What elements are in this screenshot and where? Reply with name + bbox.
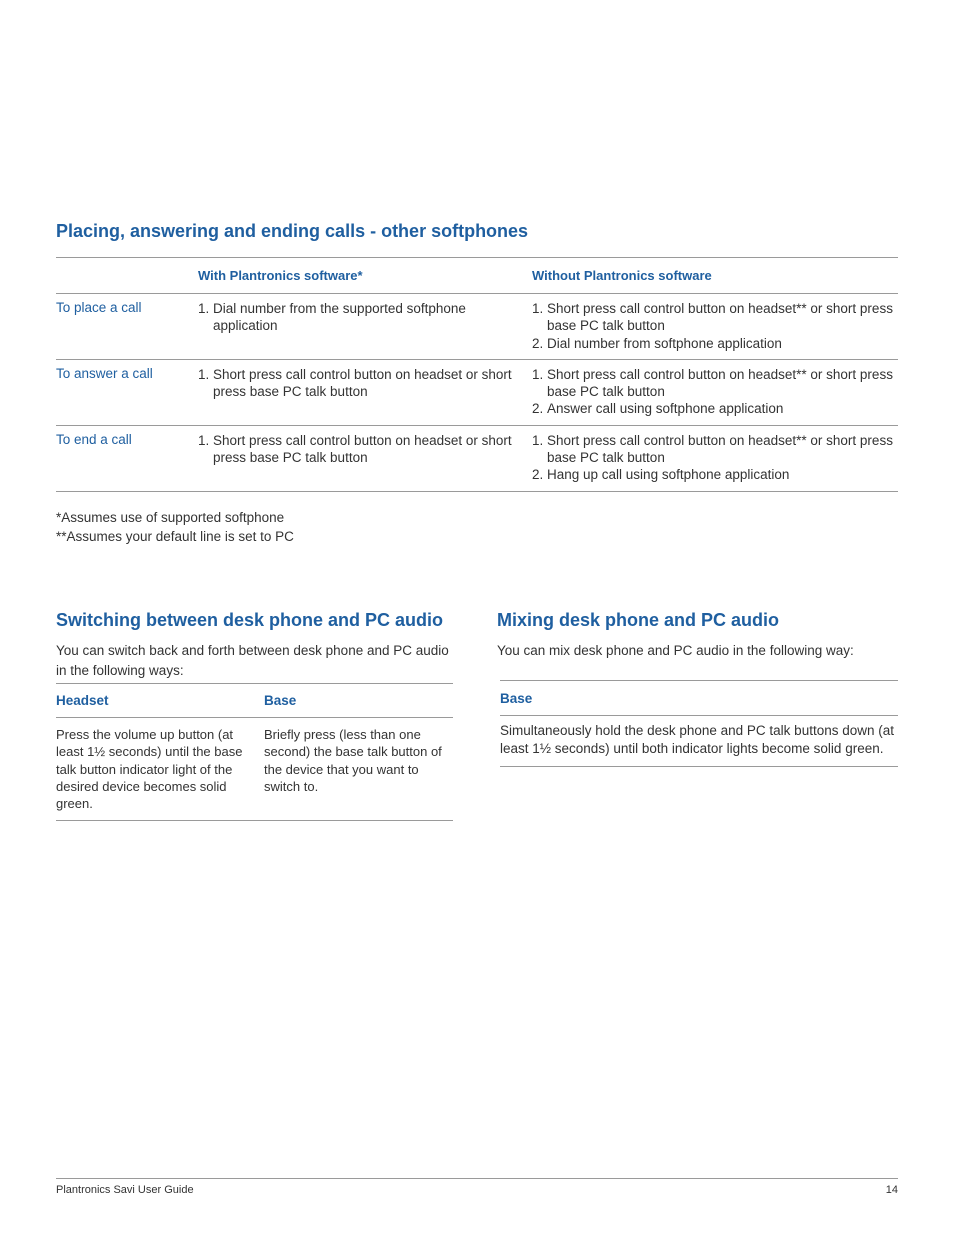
action-column-header (56, 273, 198, 279)
headset-instructions: Press the volume up button (at least 1½ seconds) until the base talk button indicator light of the desired device becomes solid green. (56, 727, 243, 812)
calls-section-title: Placing, answering and ending calls - other softphones (56, 221, 529, 241)
mixing-intro: You can mix desk phone and PC audio in the following way: (497, 643, 854, 658)
step: 1. Dial number from the supported softphone application (213, 300, 532, 335)
table-row (56, 294, 898, 360)
step: 1. Short press call control button on headset or short press base PC talk button (213, 432, 532, 467)
switching-table-header (56, 684, 453, 718)
row-action-label: To end a call (56, 431, 132, 447)
step: 1. Short press call control button on headset or short press base PC talk button (213, 366, 532, 401)
table-row (56, 360, 898, 426)
page-number: 14 (885, 1184, 898, 1196)
footnote: *Assumes use of supported softphone (56, 510, 285, 525)
with-steps (198, 432, 532, 467)
row-action-label: To place a call (56, 300, 142, 315)
step: 1. Short press call control button on headset** or short press base PC talk button (547, 432, 898, 467)
footnote: **Assumes your default line is set to PC (56, 529, 294, 544)
without-steps (532, 300, 898, 352)
table-row (56, 426, 898, 492)
table-row (56, 718, 453, 821)
mixing-table (500, 680, 898, 767)
switching-table (56, 683, 453, 821)
with-steps (198, 300, 532, 335)
base-instructions: Simultaneously hold the desk phone and PC talk buttons down (at least 1½ seconds) until both indicator lights become solid green. (500, 716, 898, 767)
step: 2. Hang up call using softphone application (547, 466, 898, 483)
footer-guide-name: Plantronics Savi User Guide (56, 1184, 194, 1196)
calls-table-header (56, 258, 898, 294)
base-instructions: Briefly press (less than one second) the base talk button of the device that you want to switch to. (264, 727, 442, 794)
base-column-header: Base (500, 681, 898, 716)
step: 2. Answer call using softphone application (547, 400, 898, 417)
mixing-section-title: Mixing desk phone and PC audio (497, 610, 780, 630)
headset-column-header: Headset (56, 693, 109, 708)
without-steps (532, 366, 898, 418)
with-software-header: With Plantronics software* (198, 268, 363, 283)
row-action-label: To answer a call (56, 365, 153, 381)
base-column-header: Base (264, 693, 297, 708)
step: 2. Dial number from softphone application (547, 335, 898, 352)
switching-intro: You can switch back and forth between desk phone and PC audio in the following ways: (56, 643, 449, 678)
with-steps (198, 366, 532, 401)
step: 1. Short press call control button on headset** or short press base PC talk button (547, 300, 898, 335)
without-software-header: Without Plantronics software (532, 268, 712, 283)
step: 1. Short press call control button on headset** or short press base PC talk button (547, 366, 898, 401)
footer-divider (56, 1178, 898, 1179)
calls-table (56, 257, 898, 492)
without-steps (532, 432, 898, 484)
switching-section-title: Switching between desk phone and PC audio (56, 610, 444, 630)
footnotes (56, 508, 294, 546)
